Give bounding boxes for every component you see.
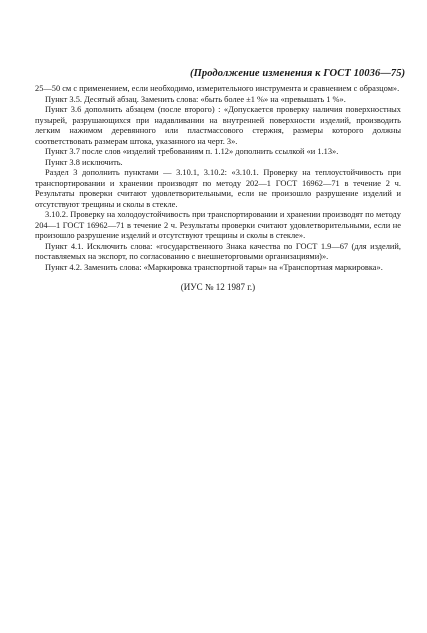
paragraph-item-3-7: Пункт 3.7 после слов «изделий требованиям п. 1.12» дополнить ссылкой «и 1.13». bbox=[45, 147, 339, 156]
paragraph-item-4-1: Пункт 4.1. Исключить слова: «государственного Знака качества по ГОСТ 1.9—67 (для изделий, поставляемых на экспорт, по согласованию с внешнеторговыми организациями)». bbox=[35, 241, 401, 261]
paragraph-continuation: 25—50 см с применением, если необходимо, измерительного инструмента и сравнением с образцом». bbox=[35, 84, 400, 93]
paragraph-item-4-2: Пункт 4.2. Заменить слова: «Маркировка транспортной тары» на «Транспортная маркировка». bbox=[45, 262, 383, 272]
paragraph-item-3-8: Пункт 3.8 исключить. bbox=[45, 157, 123, 167]
continuation-header: (Продолжение изменения к ГОСТ 10036—75) bbox=[190, 68, 406, 79]
paragraph-section-3-addition: Раздел 3 дополнить пунктами — 3.10.1, 3.10.2: «3.10.1. Проверку на теплоустойчивость при транспортировании и хранении производят по методу 202—1 ГОСТ 16962—71 в течение 2 ч. Результаты проверки считают удовлетворительными, если не произошло разрушение изделий и отсутствуют трещины и сколы в стекле. bbox=[35, 168, 401, 209]
paragraph-item-3-6: Пункт 3.6 дополнить абзацем (после второго) : «Допускается проверку наличия поверхностных пузырей, разрушающихся при надавливании на внутренней поверхности изделий, производить легким нажимом деревянного или пластмассового стержня, размеры которого должны соответствовать размерам штока, указанного на черт. 3». bbox=[35, 105, 401, 146]
paragraph-item-3-10-2: 3.10.2. Проверку на холодоустойчивость при транспортировании и хранении производят по методу 204—1 ГОСТ 16962—71 в течение 2 ч. Результаты проверки считают удовлетворительными, если не произошло разрушение изделий и отсутствуют трещины и сколы в стекле». bbox=[35, 210, 401, 240]
document-body bbox=[35, 84, 401, 293]
source-footer: (ИУС № 12 1987 г.) bbox=[180, 282, 256, 292]
paragraph-item-3-5: Пункт 3.5. Десятый абзац. Заменить слова: «быть более ±1 %» на «превышать 1 %». bbox=[45, 94, 346, 104]
